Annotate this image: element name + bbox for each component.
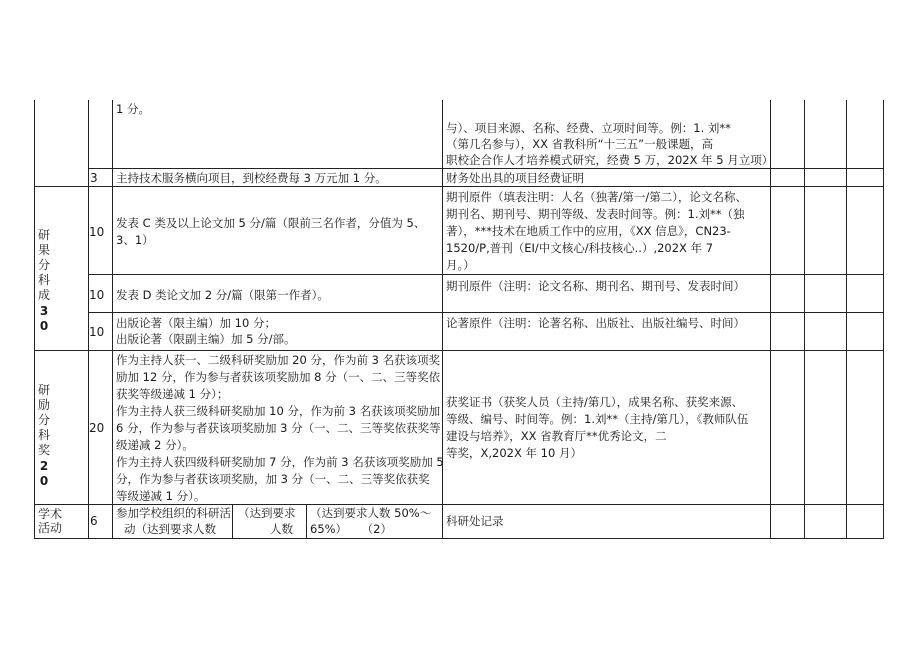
evidence-text: 期刊原件（填表注明：人名（独著/第一/第二），论文名称、: [446, 190, 747, 204]
evidence-text: 科研处记录: [446, 514, 504, 528]
category-char: 分: [37, 258, 50, 272]
category-score: 20: [39, 459, 49, 488]
category-academic: 学术: [38, 507, 63, 521]
row-rule: [88, 312, 884, 313]
row-rule: [34, 538, 884, 539]
score-cell: 6: [90, 514, 98, 528]
evidence-text: 期刊原件（注明：论文名称、期刊名、期刊号、发表时间）: [446, 279, 745, 293]
criteria-text: 1 分。: [116, 102, 150, 116]
category-char: 成: [37, 288, 50, 302]
evidence-text: （第几名参与），XX 省教科所“十三五”一般课题，高: [446, 137, 714, 151]
criteria-text: 参加学校组织的科研活: [116, 506, 231, 520]
criteria-text: 励加 12 分，作为参与者获该项奖励加 8 分（一、二、三等奖依: [116, 370, 441, 384]
category-char: 果: [37, 243, 50, 257]
category-academic: 活动: [38, 521, 63, 535]
category-research-results: [36, 228, 52, 334]
category-char: 励: [37, 398, 50, 412]
column-rule: [306, 504, 307, 538]
criteria-text: 主持技术服务横向项目，到校经费每 3 万元加 1 分。: [116, 171, 387, 185]
evidence-text: 财务处出具的项目经费证明: [446, 171, 584, 185]
evidence-text: 与）、项目来源、名称、经费、立项时间等。例：1. 刘**: [446, 121, 731, 135]
category-char: 科: [37, 273, 50, 287]
category-char: 奖: [37, 443, 50, 457]
evidence-text: 论著原件（注明：论著名称、出版社、出版社编号、时间）: [446, 316, 745, 330]
category-char: 科: [37, 428, 50, 442]
criteria-text: 3、1）: [116, 233, 154, 247]
evidence-text: 等级、编号、时间等。例：1.刘**（主持/第几），《教师队伍: [446, 412, 749, 426]
evidence-text: 获奖证书（获奖人员（主持/第几），成果名称、获奖来源、: [446, 395, 744, 409]
column-rule: [804, 100, 805, 539]
score-cell: 3: [90, 171, 98, 185]
level-text: 65%） （2）: [310, 522, 392, 536]
criteria-text: 发表 D 类论文加 2 分/篇（限第一作者）。: [116, 288, 329, 302]
criteria-text: 作为主持人获一、二级科研奖励加 20 分，作为前 3 名获该项奖: [116, 353, 441, 367]
score-cell: 10: [89, 288, 105, 302]
criteria-text: 出版论著（限副主编）加 5 分/部。: [116, 332, 296, 346]
category-char: 研: [37, 383, 50, 397]
criteria-text: 作为主持人获四级科研奖励加 7 分，作为前 3 名获该项奖励加 5: [116, 455, 444, 469]
column-rule: [112, 100, 113, 539]
column-rule: [442, 100, 443, 539]
row-rule: [34, 350, 884, 351]
column-rule: [34, 100, 35, 539]
evidence-text: 等奖，X,202X 年 10 月）: [446, 446, 582, 460]
assessment-table: [34, 100, 884, 539]
criteria-text: 作为主持人获三级科研奖励加 10 分，作为前 3 名获该项奖励加: [116, 404, 441, 418]
criteria-text: 出版论著（限主编）加 10 分；: [116, 316, 276, 330]
column-rule: [232, 504, 233, 538]
evidence-text: 月。）: [446, 258, 475, 272]
category-research-awards: [36, 383, 52, 489]
evidence-text: 期刊名、期刊号、期刊等级、发表时间等。例：1.刘**（独: [446, 207, 745, 221]
criteria-text: 获奖等级递减 1 分）；: [116, 387, 229, 401]
row-rule: [88, 274, 884, 275]
score-cell: 20: [89, 421, 105, 435]
category-char: 分: [37, 413, 50, 427]
criteria-text: 等级递减 1 分）。: [116, 489, 206, 503]
level-text: （达到要求: [238, 506, 296, 520]
level-text: （达到要求人数 50%～: [310, 506, 432, 520]
evidence-text: 著），***技术在地质工作中的应用，《XX 信息》，CN23-: [446, 224, 731, 238]
category-score: 30: [39, 304, 49, 333]
criteria-text: 发表 C 类及以上论文加 5 分/篇（限前三名作者，分值为 5、: [116, 216, 426, 230]
criteria-text: 6 分，作为参与者获该项奖励加 3 分（一、二、三等奖依获奖等: [116, 421, 441, 435]
level-text: 人数: [270, 522, 293, 536]
criteria-text: 级递减 2 分）。: [116, 438, 194, 452]
evidence-text: 职校企合作人才培养模式研究，经费 5 万，202X 年 5 月立项）: [446, 153, 774, 167]
column-rule: [883, 100, 884, 539]
score-cell: 10: [89, 225, 105, 239]
criteria-text: 分，作为参与者获该项奖励，加 3 分（一、二、三等奖依获奖: [116, 472, 430, 486]
evidence-text: 1520/P,普刊（EI/中文核心/科技核心..）,202X 年 7: [446, 241, 714, 255]
score-cell: 10: [89, 325, 105, 339]
category-char: 研: [37, 228, 50, 242]
column-rule: [846, 100, 847, 539]
column-rule: [88, 100, 89, 539]
evidence-text: 建设与培养》，XX 省教育厅**优秀论文，二: [446, 429, 667, 443]
criteria-text: 动（达到要求人数: [124, 522, 216, 536]
